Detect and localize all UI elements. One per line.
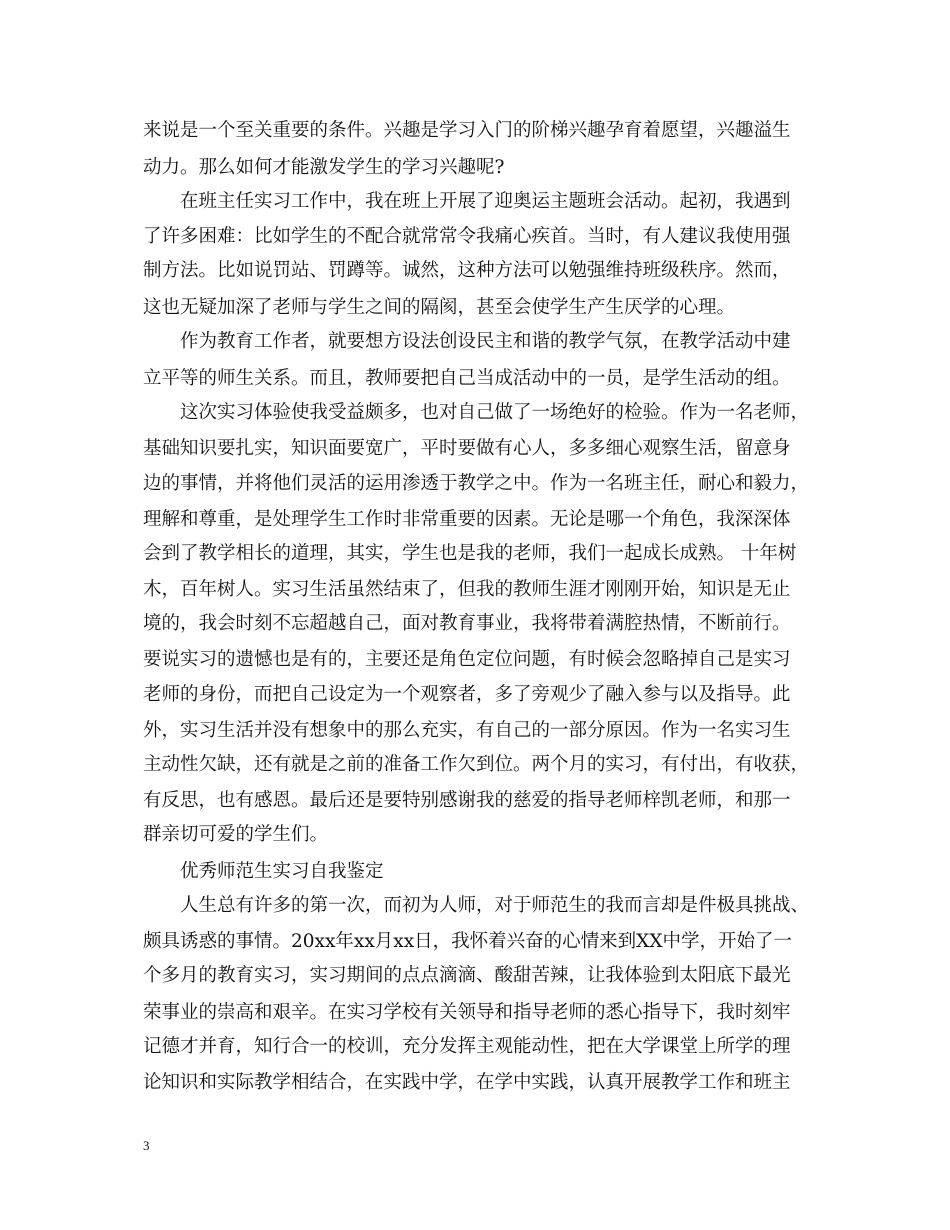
body-line: 这也无疑加深了老师与学生之间的隔阂，甚至会使学生产生厌学的心理。 <box>143 297 736 318</box>
body-line: 边的事情，并将他们灵活的运用渗透于教学之中。作为一名班主任，耐心和毅力， <box>143 473 810 494</box>
body-line: 这次实习体验使我受益颇多，也对自己做了一场绝好的检验。作为一名老师， <box>180 402 810 423</box>
body-line: 论知识和实际教学相结合，在实践中学，在学中实践，认真开展教学工作和班主 <box>143 1072 791 1093</box>
body-line: 立平等的师生关系。而且，教师要把自己当成活动中的一员，是学生活动的组。 <box>143 368 791 389</box>
body-line: 基础知识要扎实，知识面要宽广，平时要做有心人，多多细心观察生活，留意身 <box>143 438 791 459</box>
body-line: 有反思，也有感恩。最后还是要特别感谢我的慈爱的指导老师梓凯老师，和那一 <box>143 790 791 811</box>
body-line: 颇具诱惑的事情。20xx年xx月xx日，我怀着兴奋的心情来到XX中学，开始了一 <box>143 931 792 952</box>
section-title: 优秀师范生实习自我鉴定 <box>180 861 384 882</box>
body-line: 外，实习生活并没有想象中的那么充实，有自己的一部分原因。作为一名实习生 <box>143 720 791 741</box>
body-line: 动力。那么如何才能激发学生的学习兴趣呢? <box>143 157 505 178</box>
body-line: 群亲切可爱的学生们。 <box>143 824 329 845</box>
body-line: 作为教育工作者，就要想方设法创设民主和谐的教学气氛，在教学活动中建 <box>180 331 791 352</box>
body-line: 会到了教学相长的道理，其实，学生也是我的老师，我们一起成长成熟。 十年树 <box>143 543 797 564</box>
body-line: 理解和尊重，是处理学生工作时非常重要的因素。无论是哪一个角色，我深深体 <box>143 509 791 530</box>
body-line: 制方法。比如说罚站、罚蹲等。诚然，这种方法可以勉强维持班级秩序。然而， <box>143 260 791 281</box>
body-line: 记德才并育，知行合一的校训，充分发挥主观能动性，把在大学课堂上所学的理 <box>143 1036 791 1057</box>
body-line: 了许多困难：比如学生的不配合就常常令我痛心疾首。当时，有人建议我使用强 <box>143 226 791 247</box>
body-line: 要说实习的遗憾也是有的，主要还是角色定位问题，有时候会忽略掉自己是实习 <box>143 649 791 670</box>
body-line: 在班主任实习工作中，我在班上开展了迎奥运主题班会活动。起初，我遇到 <box>180 191 791 212</box>
body-line: 人生总有许多的第一次，而初为人师，对于师范生的我而言却是件极具挑战、 <box>180 895 810 916</box>
body-line: 个多月的教育实习，实习期间的点点滴滴、酸甜苦辣，让我体验到太阳底下最光 <box>143 965 791 986</box>
page-number: 3 <box>143 1138 150 1153</box>
body-line: 境的，我会时刻不忘超越自己，面对教育事业，我将带着满腔热情，不断前行。 <box>143 613 791 634</box>
body-line: 老师的身份，而把自己设定为一个观察者，多了旁观少了融入参与以及指导。此 <box>143 684 791 705</box>
body-line: 来说是一个至关重要的条件。兴趣是学习入门的阶梯兴趣孕育着愿望，兴趣溢生 <box>143 120 791 141</box>
body-line: 荣事业的崇高和艰辛。在实习学校有关领导和指导老师的悉心指导下，我时刻牢 <box>143 1002 791 1023</box>
body-line: 木，百年树人。实习生活虽然结束了，但我的教师生涯才刚刚开始，知识是无止 <box>143 579 791 600</box>
body-line: 主动性欠缺，还有就是之前的准备工作欠到位。两个月的实习，有付出，有收获， <box>143 754 810 775</box>
